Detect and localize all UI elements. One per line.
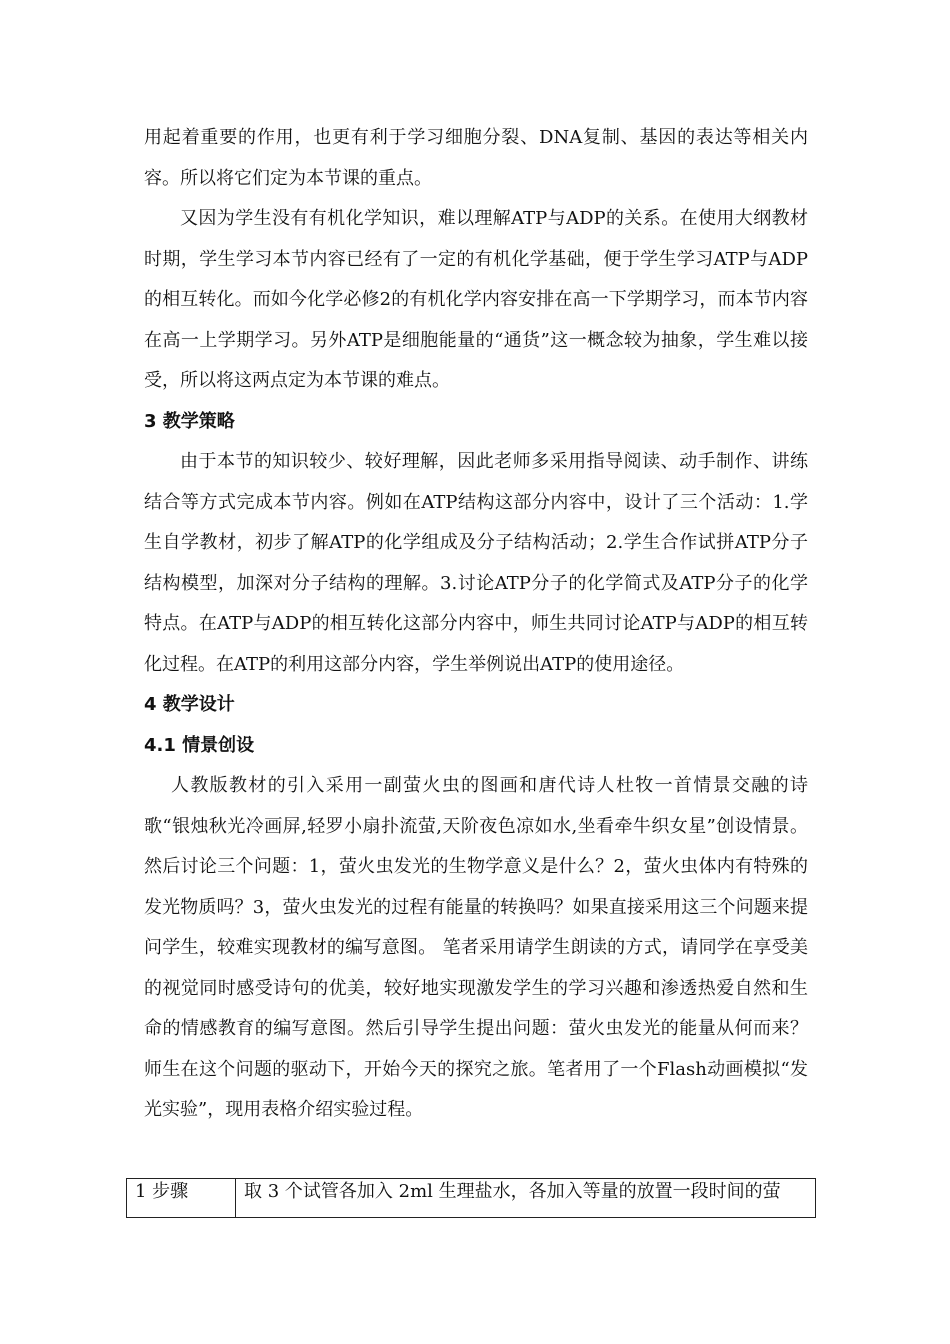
experiment-table	[126, 1178, 816, 1218]
heading-teaching-strategy: 3 教学策略	[144, 410, 235, 432]
paragraph-teaching-strategy: 由于本节的知识较少、较好理解，因此老师多采用指导阅读、动手制作、讲练结合等方式完成本节内容。例如在ATP结构这部分内容中，设计了三个活动：1.学生自学教材，初步了解ATP的化学组成及分子结构活动；2.学生合作试拼ATP分子结构模型，加深对分子结构的理解。3.讨论ATP分子的化学简式及ATP分子的化学特点。在ATP与ADP的相互转化这部分内容中，师生共同讨论ATP与ADP的相互转化过程。在ATP的利用这部分内容，学生举例说出ATP的使用途径。	[144, 451, 808, 675]
paragraph-key-points: 用起着重要的作用，也更有利于学习细胞分裂、DNA复制、基因的表达等相关内容。所以将它们定为本节课的重点。	[144, 127, 808, 189]
heading-teaching-design: 4 教学设计	[144, 694, 235, 715]
heading-scenario-creation: 4.1 情景创设	[144, 734, 255, 756]
table-cell-step-text: 取 3 个试管各加入 2ml 生理盐水，各加入等量的放置一段时间的萤	[236, 1179, 816, 1218]
table-cell-step-label: 1 步骤	[127, 1179, 236, 1218]
document-body	[144, 118, 808, 1131]
table-row	[127, 1179, 816, 1218]
paragraph-difficulties: 又因为学生没有有机化学知识，难以理解ATP与ADP的关系。在使用大纲教材时期，学生学习本节内容已经有了一定的有机化学基础，便于学生学习ATP与ADP的相互转化。而如今化学必修2的有机化学内容安排在高一下学期学习，而本节内容在高一上学期学习。另外ATP是细胞能量的“通货”这一概念较为抽象，学生难以接受，所以将这两点定为本节课的难点。	[144, 208, 808, 391]
paragraph-scenario-creation: 人教版教材的引入采用一副萤火虫的图画和唐代诗人杜牧一首情景交融的诗歌“银烛秋光冷画屏,轻罗小扇扑流萤,天阶夜色凉如水,坐看牵牛织女星”创设情景。然后讨论三个问题：1，萤火虫发光的生物学意义是什么？2，萤火虫体内有特殊的发光物质吗？3，萤火虫发光的过程有能量的转换吗？如果直接采用这三个问题来提问学生，较难实现教材的编写意图。 笔者采用请学生朗读的方式，请同学在享受美的视觉同时感受诗句的优美，较好地实现激发学生的学习兴趣和渗透热爱自然和生命的情感教育的编写意图。然后引导学生提出问题：萤火虫发光的能量从何而来？ 师生在这个问题的驱动下，开始今天的探究之旅。笔者用了一个Flash动画模拟“发光实验”，现用表格介绍实验过程。	[144, 775, 808, 1120]
